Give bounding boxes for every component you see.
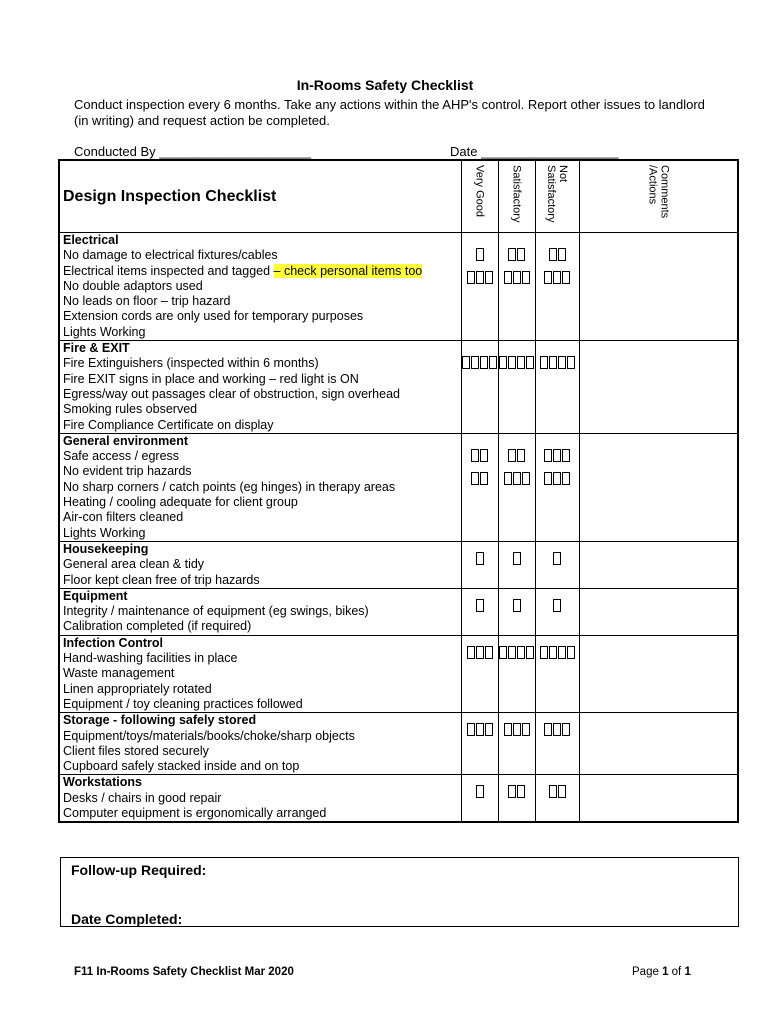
- checkbox-satisfactory[interactable]: [508, 356, 516, 369]
- section-title: Equipment: [63, 588, 128, 603]
- checkbox-very-good[interactable]: [476, 599, 484, 612]
- rating-cell-very-good: [461, 433, 498, 541]
- checkbox-not-satisfactory[interactable]: [544, 723, 552, 736]
- rating-cell-satisfactory: [498, 588, 535, 635]
- checklist-item: No sharp corners / catch points (eg hinges) in therapy areas: [63, 479, 396, 494]
- checkbox-not-satisfactory[interactable]: [558, 785, 566, 798]
- checkbox-very-good[interactable]: [480, 356, 488, 369]
- comments-cell[interactable]: [579, 775, 738, 822]
- checklist-item: Electrical items inspected and tagged – check personal items too: [63, 263, 423, 278]
- rating-cell-very-good: [461, 588, 498, 635]
- checklist-item: Fire Extinguishers (inspected within 6 months): [63, 356, 319, 371]
- checklist-section-row: [59, 635, 738, 712]
- section-title: Electrical: [63, 233, 119, 247]
- comments-cell[interactable]: [579, 233, 738, 341]
- checklist-item: No evident trip hazards: [63, 464, 192, 479]
- checklist-item: Hand-washing facilities in place: [63, 651, 238, 666]
- checkbox-satisfactory[interactable]: [499, 356, 507, 369]
- checklist-item: Lights Working: [63, 324, 146, 339]
- checkbox-satisfactory[interactable]: [517, 248, 525, 261]
- checkbox-satisfactory[interactable]: [517, 785, 525, 798]
- checkbox-satisfactory[interactable]: [513, 723, 521, 736]
- checklist-item: Fire EXIT signs in place and working – red light is ON: [63, 371, 359, 386]
- section-title: Storage - following safely stored: [63, 713, 257, 728]
- checklist-item: Equipment / toy cleaning practices followed: [63, 696, 303, 711]
- checklist-item: Computer equipment is ergonomically arranged: [63, 805, 327, 820]
- checklist-item: Desks / chairs in good repair: [63, 790, 222, 805]
- checklist-item: Extension cords are only used for temporary purposes: [63, 309, 364, 324]
- checklist-item: Smoking rules observed: [63, 402, 198, 417]
- checkbox-not-satisfactory[interactable]: [553, 472, 561, 485]
- checkbox-not-satisfactory[interactable]: [544, 472, 552, 485]
- col-satisfactory: Satisfactory: [510, 165, 523, 223]
- checkbox-not-satisfactory[interactable]: [567, 646, 575, 659]
- checkbox-very-good[interactable]: [462, 356, 470, 369]
- checklist-item: Equipment/toys/materials/books/choke/sharp objects: [63, 728, 355, 743]
- checklist-section-row: [59, 233, 738, 341]
- highlighted-note: – check personal items too: [273, 263, 423, 278]
- checkbox-not-satisfactory[interactable]: [549, 785, 557, 798]
- checklist-item: Integrity / maintenance of equipment (eg swings, bikes): [63, 604, 369, 619]
- checklist-table: [58, 159, 739, 823]
- checkbox-very-good[interactable]: [476, 646, 484, 659]
- checkbox-very-good[interactable]: [485, 646, 493, 659]
- checkbox-not-satisfactory[interactable]: [558, 248, 566, 261]
- section-title: General environment: [63, 433, 189, 448]
- rating-cell-not-satisfactory: [535, 713, 579, 775]
- checklist-item: Linen appropriately rotated: [63, 681, 212, 696]
- checkbox-not-satisfactory[interactable]: [562, 449, 570, 462]
- checkbox-satisfactory[interactable]: [504, 723, 512, 736]
- checkbox-not-satisfactory[interactable]: [553, 449, 561, 462]
- footer-page-number: Page 1 of 1: [632, 966, 691, 978]
- checkbox-not-satisfactory[interactable]: [553, 723, 561, 736]
- checkbox-very-good[interactable]: [489, 356, 497, 369]
- rating-cell-satisfactory: [498, 775, 535, 822]
- checkbox-not-satisfactory[interactable]: [540, 356, 548, 369]
- checklist-item: No leads on floor – trip hazard: [63, 294, 231, 309]
- rating-cell-satisfactory: [498, 233, 535, 341]
- checkbox-satisfactory[interactable]: [513, 552, 521, 565]
- checklist-item: Safe access / egress: [63, 449, 180, 464]
- checklist-item: Client files stored securely: [63, 743, 209, 758]
- checkbox-not-satisfactory[interactable]: [567, 356, 575, 369]
- checkbox-satisfactory[interactable]: [508, 646, 516, 659]
- checkbox-satisfactory[interactable]: [513, 599, 521, 612]
- checkbox-very-good[interactable]: [471, 449, 479, 462]
- checkbox-not-satisfactory[interactable]: [558, 356, 566, 369]
- checkbox-not-satisfactory[interactable]: [549, 248, 557, 261]
- section-title: Housekeeping: [63, 541, 149, 556]
- checkbox-satisfactory[interactable]: [522, 271, 530, 284]
- checklist-item: Fire Compliance Certificate on display: [63, 417, 274, 432]
- comments-cell[interactable]: [579, 713, 738, 775]
- checkbox-very-good[interactable]: [476, 552, 484, 565]
- checkbox-not-satisfactory[interactable]: [549, 646, 557, 659]
- checklist-section-row: [59, 541, 738, 588]
- checkbox-satisfactory[interactable]: [522, 472, 530, 485]
- comments-cell[interactable]: [579, 341, 738, 434]
- checkbox-very-good[interactable]: [476, 785, 484, 798]
- checklist-section-row: [59, 433, 738, 541]
- rating-cell-satisfactory: [498, 541, 535, 588]
- comments-cell[interactable]: [579, 635, 738, 712]
- rating-cell-satisfactory: [498, 433, 535, 541]
- checkbox-very-good[interactable]: [480, 449, 488, 462]
- checkbox-very-good[interactable]: [485, 723, 493, 736]
- checkbox-satisfactory[interactable]: [517, 449, 525, 462]
- rating-cell-very-good: [461, 775, 498, 822]
- checklist-item: Floor kept clean free of trip hazards: [63, 572, 260, 587]
- checkbox-very-good[interactable]: [471, 472, 479, 485]
- checkbox-not-satisfactory[interactable]: [562, 271, 570, 284]
- rating-cell-not-satisfactory: [535, 635, 579, 712]
- checkbox-satisfactory[interactable]: [517, 646, 525, 659]
- checkbox-very-good[interactable]: [476, 723, 484, 736]
- rating-cell-very-good: [461, 713, 498, 775]
- date-completed-label: Date Completed:: [71, 911, 183, 927]
- table-title: Design Inspection Checklist: [59, 160, 461, 233]
- checkbox-not-satisfactory[interactable]: [544, 271, 552, 284]
- checkbox-not-satisfactory[interactable]: [562, 723, 570, 736]
- checkbox-satisfactory[interactable]: [508, 248, 516, 261]
- checkbox-not-satisfactory[interactable]: [558, 646, 566, 659]
- section-title: Fire & EXIT: [63, 341, 130, 356]
- checkbox-very-good[interactable]: [471, 356, 479, 369]
- checkbox-very-good[interactable]: [476, 248, 484, 261]
- checkbox-satisfactory[interactable]: [508, 785, 516, 798]
- col-not-satisfactory: Not Satisfactory: [545, 165, 569, 223]
- intro-text: Conduct inspection every 6 months. Take any actions within the AHP's control. Report other issues to landlord (in writing) and request action be completed.: [74, 97, 705, 128]
- section-title: Infection Control: [63, 635, 163, 650]
- checkbox-satisfactory[interactable]: [499, 646, 507, 659]
- checklist-section-row: [59, 341, 738, 434]
- checkbox-satisfactory[interactable]: [504, 472, 512, 485]
- rating-cell-satisfactory: [498, 341, 535, 434]
- col-comments: Comments /Actions: [646, 165, 671, 219]
- checkbox-very-good[interactable]: [467, 646, 475, 659]
- checkbox-very-good[interactable]: [467, 723, 475, 736]
- checkbox-satisfactory[interactable]: [513, 271, 521, 284]
- checkbox-not-satisfactory[interactable]: [549, 356, 557, 369]
- rating-cell-satisfactory: [498, 713, 535, 775]
- checklist-item: Heating / cooling adequate for client group: [63, 495, 298, 510]
- checkbox-satisfactory[interactable]: [508, 449, 516, 462]
- checkbox-not-satisfactory[interactable]: [544, 449, 552, 462]
- date-field[interactable]: Date ___________________: [450, 144, 619, 159]
- checklist-item: No damage to electrical fixtures/cables: [63, 248, 278, 263]
- checklist-item: Waste management: [63, 666, 175, 681]
- comments-cell[interactable]: [579, 588, 738, 635]
- checkbox-satisfactory[interactable]: [526, 646, 534, 659]
- checklist-item: Air-con filters cleaned: [63, 510, 184, 525]
- rating-cell-very-good: [461, 341, 498, 434]
- comments-cell[interactable]: [579, 541, 738, 588]
- rating-cell-not-satisfactory: [535, 541, 579, 588]
- comments-cell[interactable]: [579, 433, 738, 541]
- checklist-item: Cupboard safely stacked inside and on top: [63, 759, 300, 774]
- checkbox-very-good[interactable]: [485, 271, 493, 284]
- checklist-item: Egress/way out passages clear of obstruction, sign overhead: [63, 386, 400, 401]
- checklist-section-row: [59, 588, 738, 635]
- checklist-item: No double adaptors used: [63, 278, 203, 293]
- rating-cell-very-good: [461, 635, 498, 712]
- col-very-good: Very Good: [473, 165, 486, 217]
- rating-cell-very-good: [461, 233, 498, 341]
- checkbox-satisfactory[interactable]: [522, 723, 530, 736]
- conducted-by-field[interactable]: Conducted By _____________________: [74, 144, 312, 159]
- checklist-section-row: [59, 775, 738, 822]
- rating-cell-not-satisfactory: [535, 775, 579, 822]
- checkbox-very-good[interactable]: [467, 271, 475, 284]
- checklist-item: General area clean & tidy: [63, 557, 205, 572]
- checkbox-very-good[interactable]: [476, 271, 484, 284]
- followup-box: [60, 857, 739, 927]
- checkbox-satisfactory[interactable]: [513, 472, 521, 485]
- page-title: In-Rooms Safety Checklist: [296, 77, 474, 93]
- checkbox-satisfactory[interactable]: [504, 271, 512, 284]
- checklist-item: Lights Working: [63, 525, 146, 540]
- checkbox-not-satisfactory[interactable]: [562, 472, 570, 485]
- checkbox-satisfactory[interactable]: [526, 356, 534, 369]
- checkbox-satisfactory[interactable]: [517, 356, 525, 369]
- checklist-item: Calibration completed (if required): [63, 619, 252, 634]
- section-title: Workstations: [63, 775, 142, 790]
- rating-cell-not-satisfactory: [535, 433, 579, 541]
- rating-cell-not-satisfactory: [535, 341, 579, 434]
- checkbox-very-good[interactable]: [480, 472, 488, 485]
- followup-label: Follow-up Required:: [71, 862, 207, 878]
- footer-doc-id: F11 In-Rooms Safety Checklist Mar 2020: [74, 966, 294, 978]
- rating-cell-not-satisfactory: [535, 588, 579, 635]
- rating-cell-satisfactory: [498, 635, 535, 712]
- checkbox-not-satisfactory[interactable]: [540, 646, 548, 659]
- checkbox-not-satisfactory[interactable]: [553, 271, 561, 284]
- checkbox-not-satisfactory[interactable]: [553, 552, 561, 565]
- checklist-section-row: [59, 713, 738, 775]
- checkbox-not-satisfactory[interactable]: [553, 599, 561, 612]
- rating-cell-very-good: [461, 541, 498, 588]
- rating-cell-not-satisfactory: [535, 233, 579, 341]
